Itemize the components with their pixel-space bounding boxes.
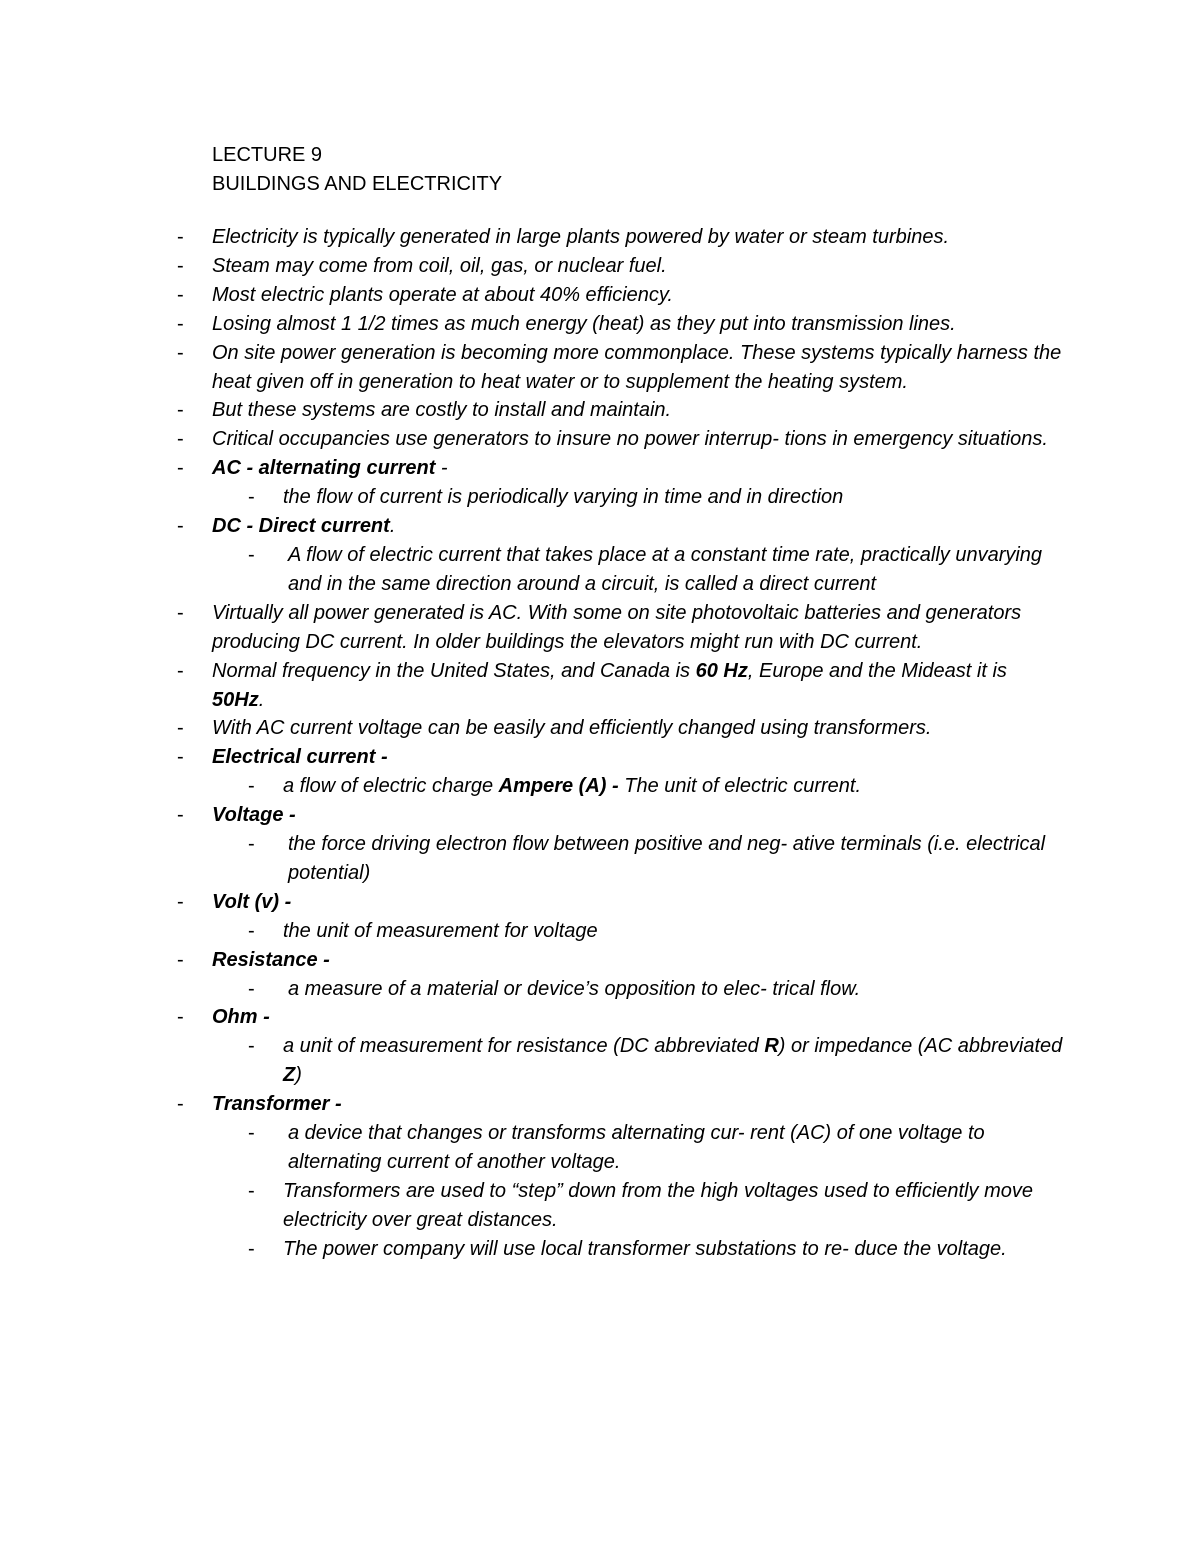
term-label: Electrical current - [212,746,388,769]
dash-marker: - [248,919,255,942]
list-item [0,339,1062,397]
term-label: Resistance - [212,948,330,971]
dash-marker: - [248,1122,255,1145]
dash-marker: - [177,457,184,480]
definition-ohm [0,1032,1063,1090]
lecture-title: BUILDINGS AND ELECTRICITY [212,173,503,195]
item-text: Steam may come from coil, oil, gas, or nuclear fuel. [212,254,667,277]
dash-marker: - [248,486,255,509]
ampere-label: Ampere (A) - [498,775,619,798]
term-electrical-current [0,743,1062,772]
dash-marker: - [248,1035,255,1058]
freq-text: , Europe and the Mideast it is [747,659,1007,682]
freq-value-us: 60 Hz [695,659,748,682]
term-suffix: . [389,515,396,538]
dash-marker: - [177,226,184,248]
bullet-list [0,223,1200,1264]
dash-marker: - [177,283,184,306]
dash-marker: - [177,1093,184,1116]
term-suffix: - [435,457,448,480]
list-item [0,252,1062,281]
dash-marker: - [177,890,184,913]
dash-marker: - [177,341,184,364]
freq-text: . [258,688,265,711]
dash-marker: - [177,746,184,769]
item-text: Critical occupancies use generators to insure no power interrup- tions in emergency situations. [212,428,1048,451]
term-label: Voltage - [212,804,296,827]
definition-text: the force driving electron flow between positive and neg- ative terminals (i.e. electrical potential) [288,833,1046,884]
definition-resistance [0,975,1063,1004]
term-label: Ohm - [212,1006,270,1029]
definition-text: the unit of measurement for voltage [283,919,598,942]
term-ac [0,454,1062,483]
definition-text: the flow of current is periodically varying in time and in direction [283,486,844,509]
dash-marker: - [177,659,184,682]
definition-transformer [0,1119,1063,1177]
list-item [0,714,1062,743]
freq-text: Normal frequency in the United States, and Canada is [212,659,696,682]
definition-ac [0,483,1063,512]
definition-text: The power company will use local transformer substations to re- duce the voltage. [283,1237,1007,1260]
dash-marker: - [177,601,184,624]
dash-marker: - [248,1237,255,1260]
term-label: Volt (v) - [212,890,292,913]
dash-marker: - [177,312,184,335]
definition-voltage [0,830,1063,888]
dash-marker: - [177,428,184,451]
item-text: But these systems are costly to install and maintain. [212,399,672,422]
term-transformer [0,1090,1062,1119]
dash-marker: - [177,948,184,971]
abbrev-r: R [764,1035,779,1058]
list-item [0,310,1062,339]
dash-marker: - [177,515,184,538]
definition-volt [0,917,1063,946]
dash-marker: - [177,1006,184,1029]
dash-marker: - [248,977,255,1000]
term-label: DC - Direct current [212,515,390,538]
definition-text: Transformers are used to “step” down from the high voltages used to efficiently move electricity over great distances. [283,1179,1033,1231]
term-ohm [0,1003,1062,1032]
term-dc [0,512,1062,541]
dash-marker: - [248,775,255,798]
list-item [0,599,1062,657]
definition-electrical-current [0,772,1063,801]
item-text: Most electric plants operate at about 40% efficiency. [212,283,673,306]
dash-marker: - [177,717,184,740]
definition-text: ) [295,1064,302,1087]
dash-marker: - [177,254,184,277]
list-item [0,396,1062,425]
term-volt [0,888,1062,917]
definition-transformer [0,1235,1063,1264]
document-header [212,141,502,199]
definition-text: a measure of a material or device’s opposition to elec- trical flow. [288,977,861,1000]
item-text: Electricity is typically generated in large plants powered by water or steam turbines. [212,226,950,248]
definition-text: a flow of electric charge [283,775,499,798]
definition-text: ) or impedance (AC abbreviated [778,1035,1063,1058]
list-item [0,223,1062,252]
item-text: On site power generation is becoming more commonplace. These systems typically harness the heat given off in generation to heat water or to supplement the heating system. [212,341,1062,393]
definition-dc [0,541,1063,599]
abbrev-z: Z [283,1064,296,1087]
dash-marker: - [177,804,184,827]
term-voltage [0,801,1062,830]
dash-marker: - [248,1179,255,1202]
definition-text: The unit of electric current. [618,775,861,798]
list-item [0,425,1062,454]
term-label: Transformer - [212,1093,342,1116]
item-text: Virtually all power generated is AC. With some on site photovoltaic batteries and generators producing DC current. In older buildings the elevators might run with DC current. [212,601,1022,653]
lecture-number: LECTURE 9 [212,144,323,166]
term-label: AC - alternating current [212,457,436,480]
freq-value-eu: 50Hz [212,688,259,711]
dash-marker: - [248,833,255,856]
definition-text: a device that changes or transforms alternating cur- rent (AC) of one voltage to alternating current of another voltage. [288,1122,985,1173]
term-resistance [0,946,1062,975]
item-text: With AC current voltage can be easily and efficiently changed using transformers. [212,717,932,740]
definition-text: A flow of electric current that takes place at a constant time rate, practically unvarying and in the same direction around a circuit, is called a direct current [288,543,1043,595]
list-item-frequency [0,657,1062,715]
dash-marker: - [248,543,255,566]
item-text: Losing almost 1 1/2 times as much energy (heat) as they put into transmission lines. [212,312,956,335]
definition-text: a unit of measurement for resistance (DC abbreviated [283,1035,765,1058]
definition-transformer [0,1177,1063,1235]
dash-marker: - [177,399,184,422]
list-item [0,281,1062,310]
